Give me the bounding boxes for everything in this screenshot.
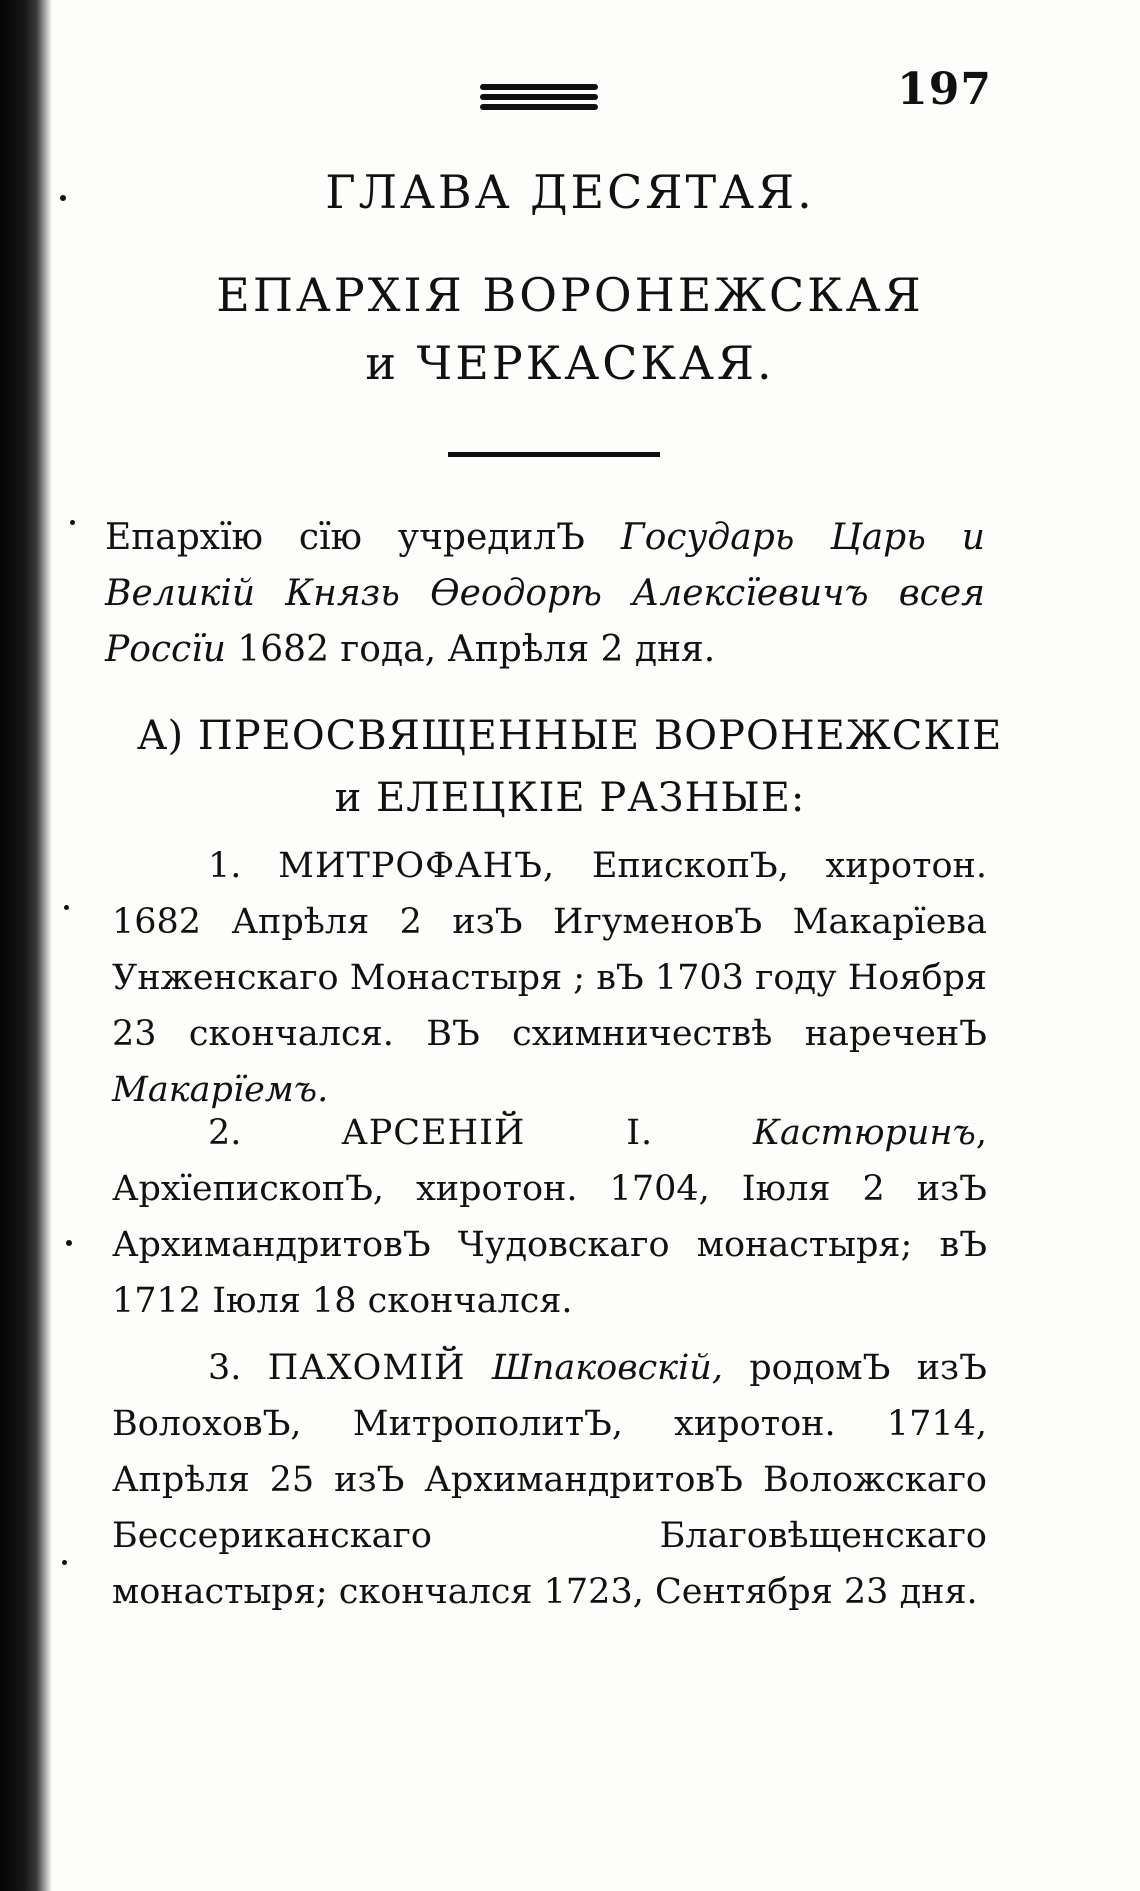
entry-3-number: 3.: [208, 1348, 242, 1388]
section-heading-line1: A) ПРЕОСВЯЩЕННЫЕ ВОРОНЕЖСКІЕ: [137, 713, 1003, 759]
entry-3-text: родомЪ изЪ ВолоховЪ, МитрополитЪ, хиротон. 1714, Апрѣля 25 изЪ АрхимандритовЪ Воложскаго Бессериканскаго Благовѣщенскаго монастыря; скончался 1723, Сентября 23 дня.: [112, 1348, 987, 1612]
entry-1-italic: Макарїемъ.: [112, 1070, 329, 1110]
chapter-title: ГЛАВА ДЕСЯТАЯ.: [325, 165, 815, 219]
entry-2: [112, 1105, 987, 1329]
diocese-title-line2: и ЧЕРКАСКАЯ.: [365, 336, 775, 390]
entry-3-italic: Шпаковскій,: [491, 1348, 723, 1388]
entry-1-text: ЕпископЪ, хиротон. 1682 Апрѣля 2 изЪ ИгуменовЪ Макарїева Унженскаго Монастыря ; вЪ 1703 году Ноября 23 скончался. ВЪ схимничествѣ нареченЪ: [112, 846, 987, 1054]
intro-tail: 1682 года, Апрѣля 2 дня.: [237, 629, 716, 670]
gutter-speck: [66, 1240, 72, 1246]
entry-3: [112, 1340, 987, 1620]
entry-2-name: АРСЕНІЙ I.: [341, 1113, 654, 1153]
section-heading-line2: и ЕЛЕЦКІЕ РАЗНЫЕ:: [334, 775, 806, 821]
intro-paragraph: [105, 510, 985, 678]
page-number: 197: [897, 64, 992, 115]
entry-1: [112, 838, 987, 1118]
intro-founder: Государь Царь и Великій Князь Өеодорѣ Алексїевичъ всея Россїи: [105, 517, 985, 670]
diocese-title-line1: ЕПАРХІЯ ВОРОНЕЖСКАЯ: [216, 268, 924, 322]
gutter-speck: [64, 905, 69, 910]
entry-3-name: ПАХОМІЙ: [267, 1348, 466, 1388]
section-divider-rule: [448, 452, 660, 457]
entry-1-number: 1.: [208, 846, 242, 886]
entry-2-italic: Кастюринъ: [752, 1113, 976, 1153]
intro-lead: Епархїю сїю учредилЪ: [105, 517, 585, 558]
entry-2-text: , АрхїепископЪ, хиротон. 1704, Іюля 2 изЪ АрхимандритовЪ Чудовскаго монастыря; вЪ 1712 Іюля 18 скончался.: [112, 1113, 987, 1321]
gutter-speck: [62, 1560, 67, 1565]
entry-1-name: МИТРОФАНЪ,: [278, 846, 556, 886]
entry-2-number: 2.: [208, 1113, 242, 1153]
gutter-speck: [70, 520, 75, 525]
header-ornament: [480, 84, 598, 110]
